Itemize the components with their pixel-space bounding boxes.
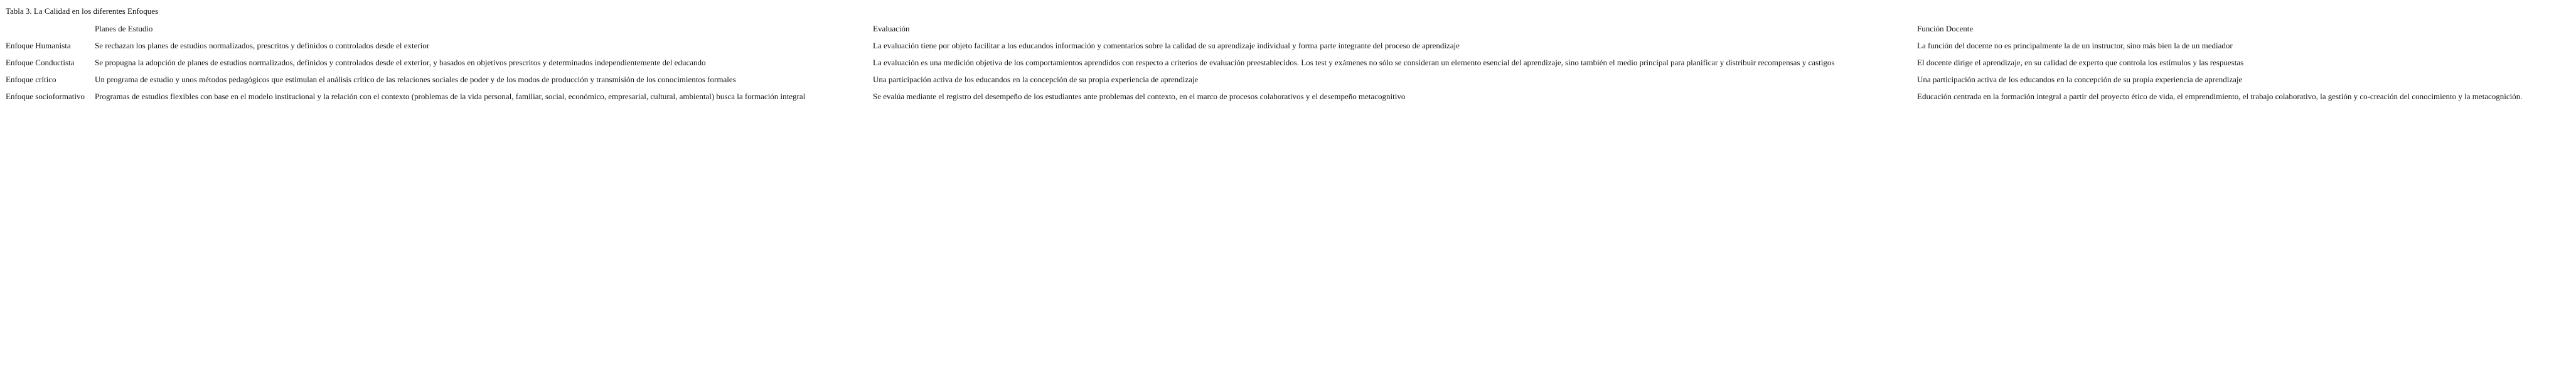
row-label: Enfoque crítico [6,75,56,84]
table-row [4,72,2574,89]
table-row [4,89,2574,106]
table-cell: La función del docente no es principalmente la de un instructor, sino más bien la de un mediador [1917,41,2233,50]
table-cell: Educación centrada en la formación integral a partir del proyecto ético de vida, el emprendimiento, el trabajo colaborativo, la gestión y co-creación del conocimiento y la metacognición. [1917,92,2523,101]
row-label: Enfoque Conductista [6,58,75,67]
header-planes-de-estudio: Planes de Estudio [95,24,153,33]
table-cell: Se rechazan los planes de estudios normalizados, prescritos y definidos o controlados desde el exterior [95,41,430,50]
table-cell: Se evalúa mediante el registro del desempeño de los estudiantes ante problemas del contexto, en el marco de procesos colaborativos y el desempeño metacognitivo [873,92,1406,101]
table-cell: Una participación activa de los educandos en la concepción de su propia experiencia de aprendizaje [1917,75,2243,84]
quality-approaches-table [4,21,2574,106]
row-label: Enfoque socioformativo [6,92,85,101]
table-header-row [4,21,2574,38]
table-cell: El docente dirige el aprendizaje, en su calidad de experto que controla los estímulos y las respuestas [1917,58,2244,67]
table-cell: Se propugna la adopción de planes de estudios normalizados, definidos y controlados desde el exterior, y basados en objetivos prescritos y determinados independientemente del educando [95,58,706,67]
header-evaluacion: Evaluación [873,24,910,33]
table-row [4,38,2574,55]
header-funcion-docente: Función Docente [1917,24,1974,33]
header-empty [4,21,93,38]
row-label: Enfoque Humanista [6,41,71,50]
table-caption: Tabla 3. La Calidad en los diferentes Enfoques [6,6,159,16]
table-cell: Un programa de estudio y unos métodos pedagógicos que estimulan el análisis crítico de las relaciones sociales de poder y de los modos de producción y transmisión de los conocimientos formales [95,75,736,84]
table-row [4,55,2574,72]
table-cell: Una participación activa de los educandos en la concepción de su propia experiencia de aprendizaje [873,75,1199,84]
table-cell: Programas de estudios flexibles con base en el modelo institucional y la relación con el contexto (problemas de la vida personal, familiar, social, económico, empresarial, cultural, ambiental) busca la formación integral [95,92,806,101]
table-cell: La evaluación es una medición objetiva de los comportamientos aprendidos con respecto a criterios de evaluación preestablecidos. Los test y exámenes no sólo se consideran un elemento esencial del aprendizaje, sino también el medio principal para planificar y distribuir recompensas y castigos [873,58,1835,67]
table-cell: La evaluación tiene por objeto facilitar a los educandos información y comentarios sobre la calidad de su aprendizaje individual y forma parte integrante del proceso de aprendizaje [873,41,1460,50]
